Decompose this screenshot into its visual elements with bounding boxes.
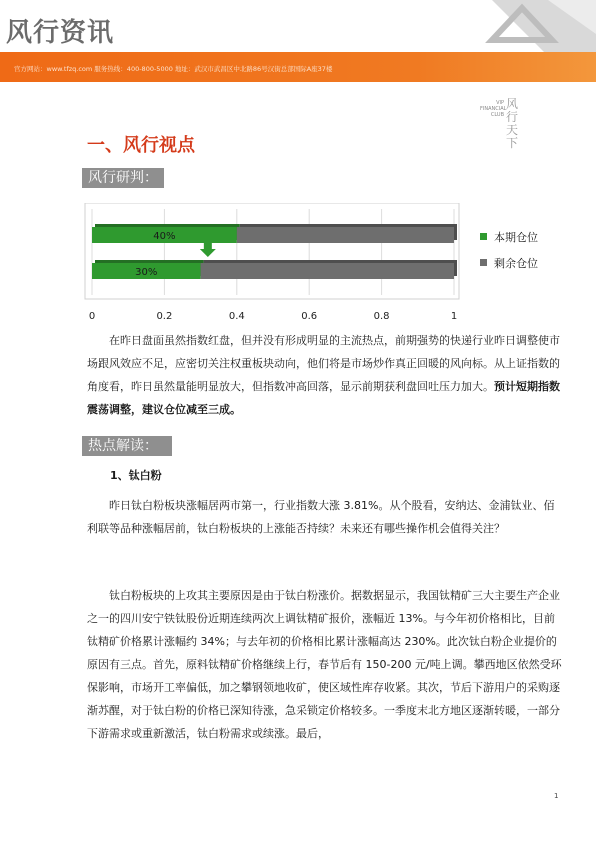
analysis-paragraph: 在昨日盘面虽然指数红盘，但并没有形成明显的主流热点，前期强势的快递行业昨日调整使市场跟风效应不足，应密切关注权重板块动向，他们将是市场炒作真正回暖的风向标。从上证指数的角度看，昨日虽然量能明显放大，但指数冲高回落，显示前期获利盘回吐压力加大。预计短期指数震荡调整，建议仓位减至三成。 xyxy=(87,334,560,416)
x-tick-label: 0.8 xyxy=(373,311,390,322)
contact-info: 官方网站：www.tfzq.com 服务热线：400-800-5000 地址：武汉市武昌区中北路86号汉街总部国际A座37楼 xyxy=(14,65,333,73)
topic-paragraph-1: 昨日钛白粉板块涨幅居两市第一，行业指数大涨 3.81%。从个股看，安纳达、金浦钛业、佰利联等品种涨幅居前，钛白粉板块的上涨能否持续？未来还有哪些操作机会值得关注？ xyxy=(87,499,555,535)
x-tick-label: 0.6 xyxy=(301,311,318,322)
legend-swatch xyxy=(480,259,487,266)
legend-label: 本期仓位 xyxy=(494,231,538,244)
research-tag: 风行研判： xyxy=(82,168,164,188)
page-number: 1 xyxy=(554,792,559,800)
x-tick-label: 0.4 xyxy=(228,311,245,322)
bar-remaining xyxy=(201,263,454,279)
vip-club-name: 风行天下 xyxy=(506,97,520,150)
vip-club-badge xyxy=(470,97,540,150)
vip-club-text: VIP FINANCIAL CLUB xyxy=(480,100,507,118)
page-header xyxy=(0,0,596,100)
analysis-conclusion: 预计短期指数震荡调整，建议仓位减至三成。 xyxy=(87,380,560,416)
topic-paragraph-2: 钛白粉板块的上攻其主要原因是由于钛白粉涨价。据数据显示，我国钛精矿三大主要生产企业之一的四川安宁铁钛股份近期连续两次上调钛精矿报价，涨幅近 13%。与今年初价格相比，目前钛精矿价格累计涨幅约 34%；与去年初的价格相比累计涨幅高达 230%。此次钛白粉企业提价的原因有三点。首先，原料钛精矿价格继续上行，春节后有 150-200 元/吨上调。攀西地区依然受环保影响，市场开工率偏低，加之攀钢领地收矿，使区域性库存收紧。其次，节后下游用户的采购逐渐苏醒，对于钛白粉的价格已深知待涨，急采锁定价格较多。一季度末北方地区逐渐转暖，一部分下游需求或重新激活，钛白粉需求或续涨。最后， xyxy=(87,589,562,740)
bar-remaining xyxy=(237,227,454,243)
x-tick-label: 0 xyxy=(88,311,96,322)
section-title: 一、风行视点 xyxy=(87,135,195,156)
topic-title: 1、钛白粉 xyxy=(110,469,162,482)
position-chart xyxy=(82,203,562,323)
data-label: 40% xyxy=(153,231,176,242)
plot-frame xyxy=(85,203,459,299)
legend-swatch xyxy=(480,233,487,240)
x-tick-label: 1 xyxy=(450,311,458,322)
hot-topic-tag: 热点解读： xyxy=(82,436,172,456)
logo: 风行资讯 xyxy=(6,18,115,48)
data-label: 30% xyxy=(135,267,158,278)
legend-label: 剩余仓位 xyxy=(494,257,538,270)
x-tick-label: 0.2 xyxy=(156,311,173,322)
